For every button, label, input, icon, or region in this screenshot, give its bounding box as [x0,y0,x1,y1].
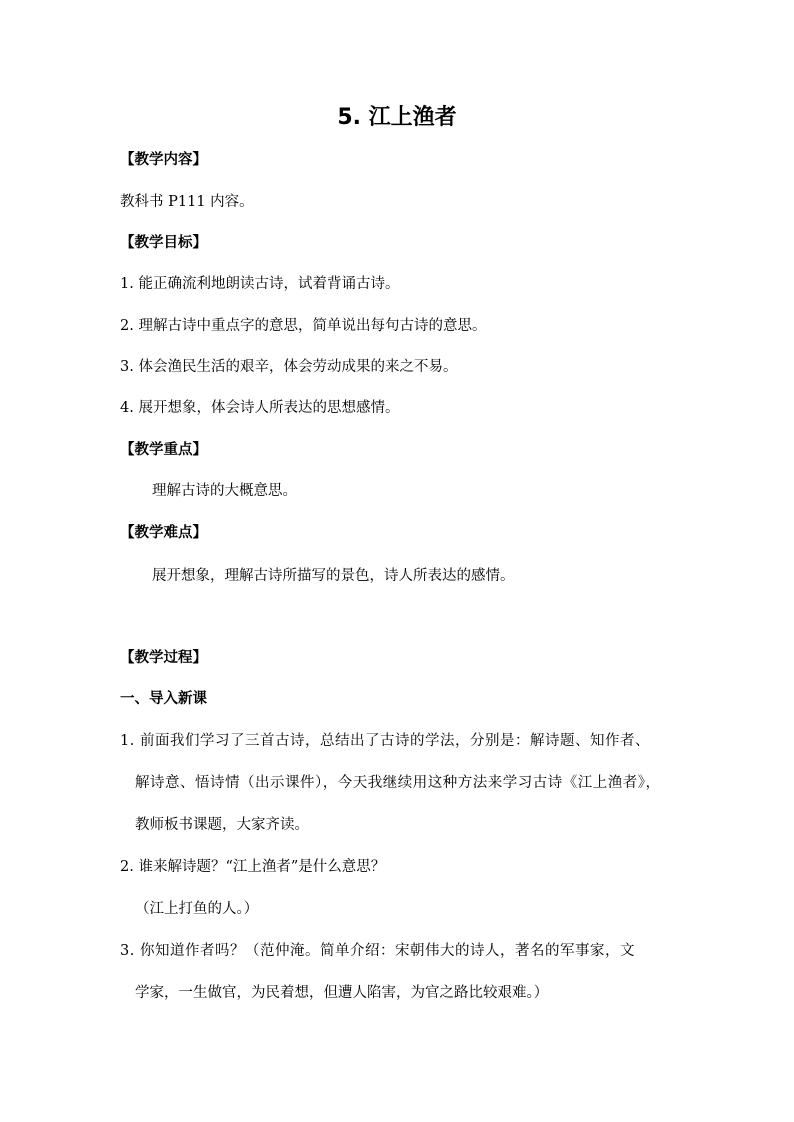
process-line: 1. 前面我们学习了三首古诗，总结出了古诗的学法，分别是：解诗题、知作者、 [120,733,650,749]
section-heading-content: 【教学内容】 [120,152,207,168]
goal-item: 1. 能正确流利地朗读古诗，试着背诵古诗。 [120,276,400,292]
process-line: 学家，一生做官，为民着想，但遭人陷害，为官之路比较艰难。） [135,985,549,1001]
process-line: 解诗意、悟诗情（出示课件），今天我继续用这种方法来学习古诗《江上渔者》， [135,775,661,791]
goal-item: 2. 理解古诗中重点字的意思，简单说出每句古诗的意思。 [120,318,487,334]
section-heading-difficulty: 【教学难点】 [120,525,207,541]
process-line: 2. 谁来解诗题？“江上渔者”是什么意思？ [120,859,386,875]
part-heading-intro: 一、导入新课 [120,691,207,707]
process-line: （江上打鱼的人。） [135,901,259,917]
section-heading-goals: 【教学目标】 [120,235,207,251]
process-line: 3. 你知道作者吗？（范仲淹。简单介绍：宋朝伟大的诗人，著名的军事家，文 [120,943,635,959]
section-heading-process: 【教学过程】 [120,650,207,666]
key-text: 理解古诗的大概意思。 [152,483,297,499]
goal-item: 3. 体会渔民生活的艰辛，体会劳动成果的来之不易。 [120,359,458,375]
page-title: 5. 江上渔者 [337,105,457,130]
goal-item: 4. 展开想象，体会诗人所表达的思想感情。 [120,400,400,416]
content-text: 教科书 P111 内容。 [120,194,254,210]
difficulty-text: 展开想象，理解古诗所描写的景色，诗人所表达的感情。 [152,568,515,584]
section-heading-key: 【教学重点】 [120,442,207,458]
process-line: 教师板书课题，大家齐读。 [135,817,309,833]
